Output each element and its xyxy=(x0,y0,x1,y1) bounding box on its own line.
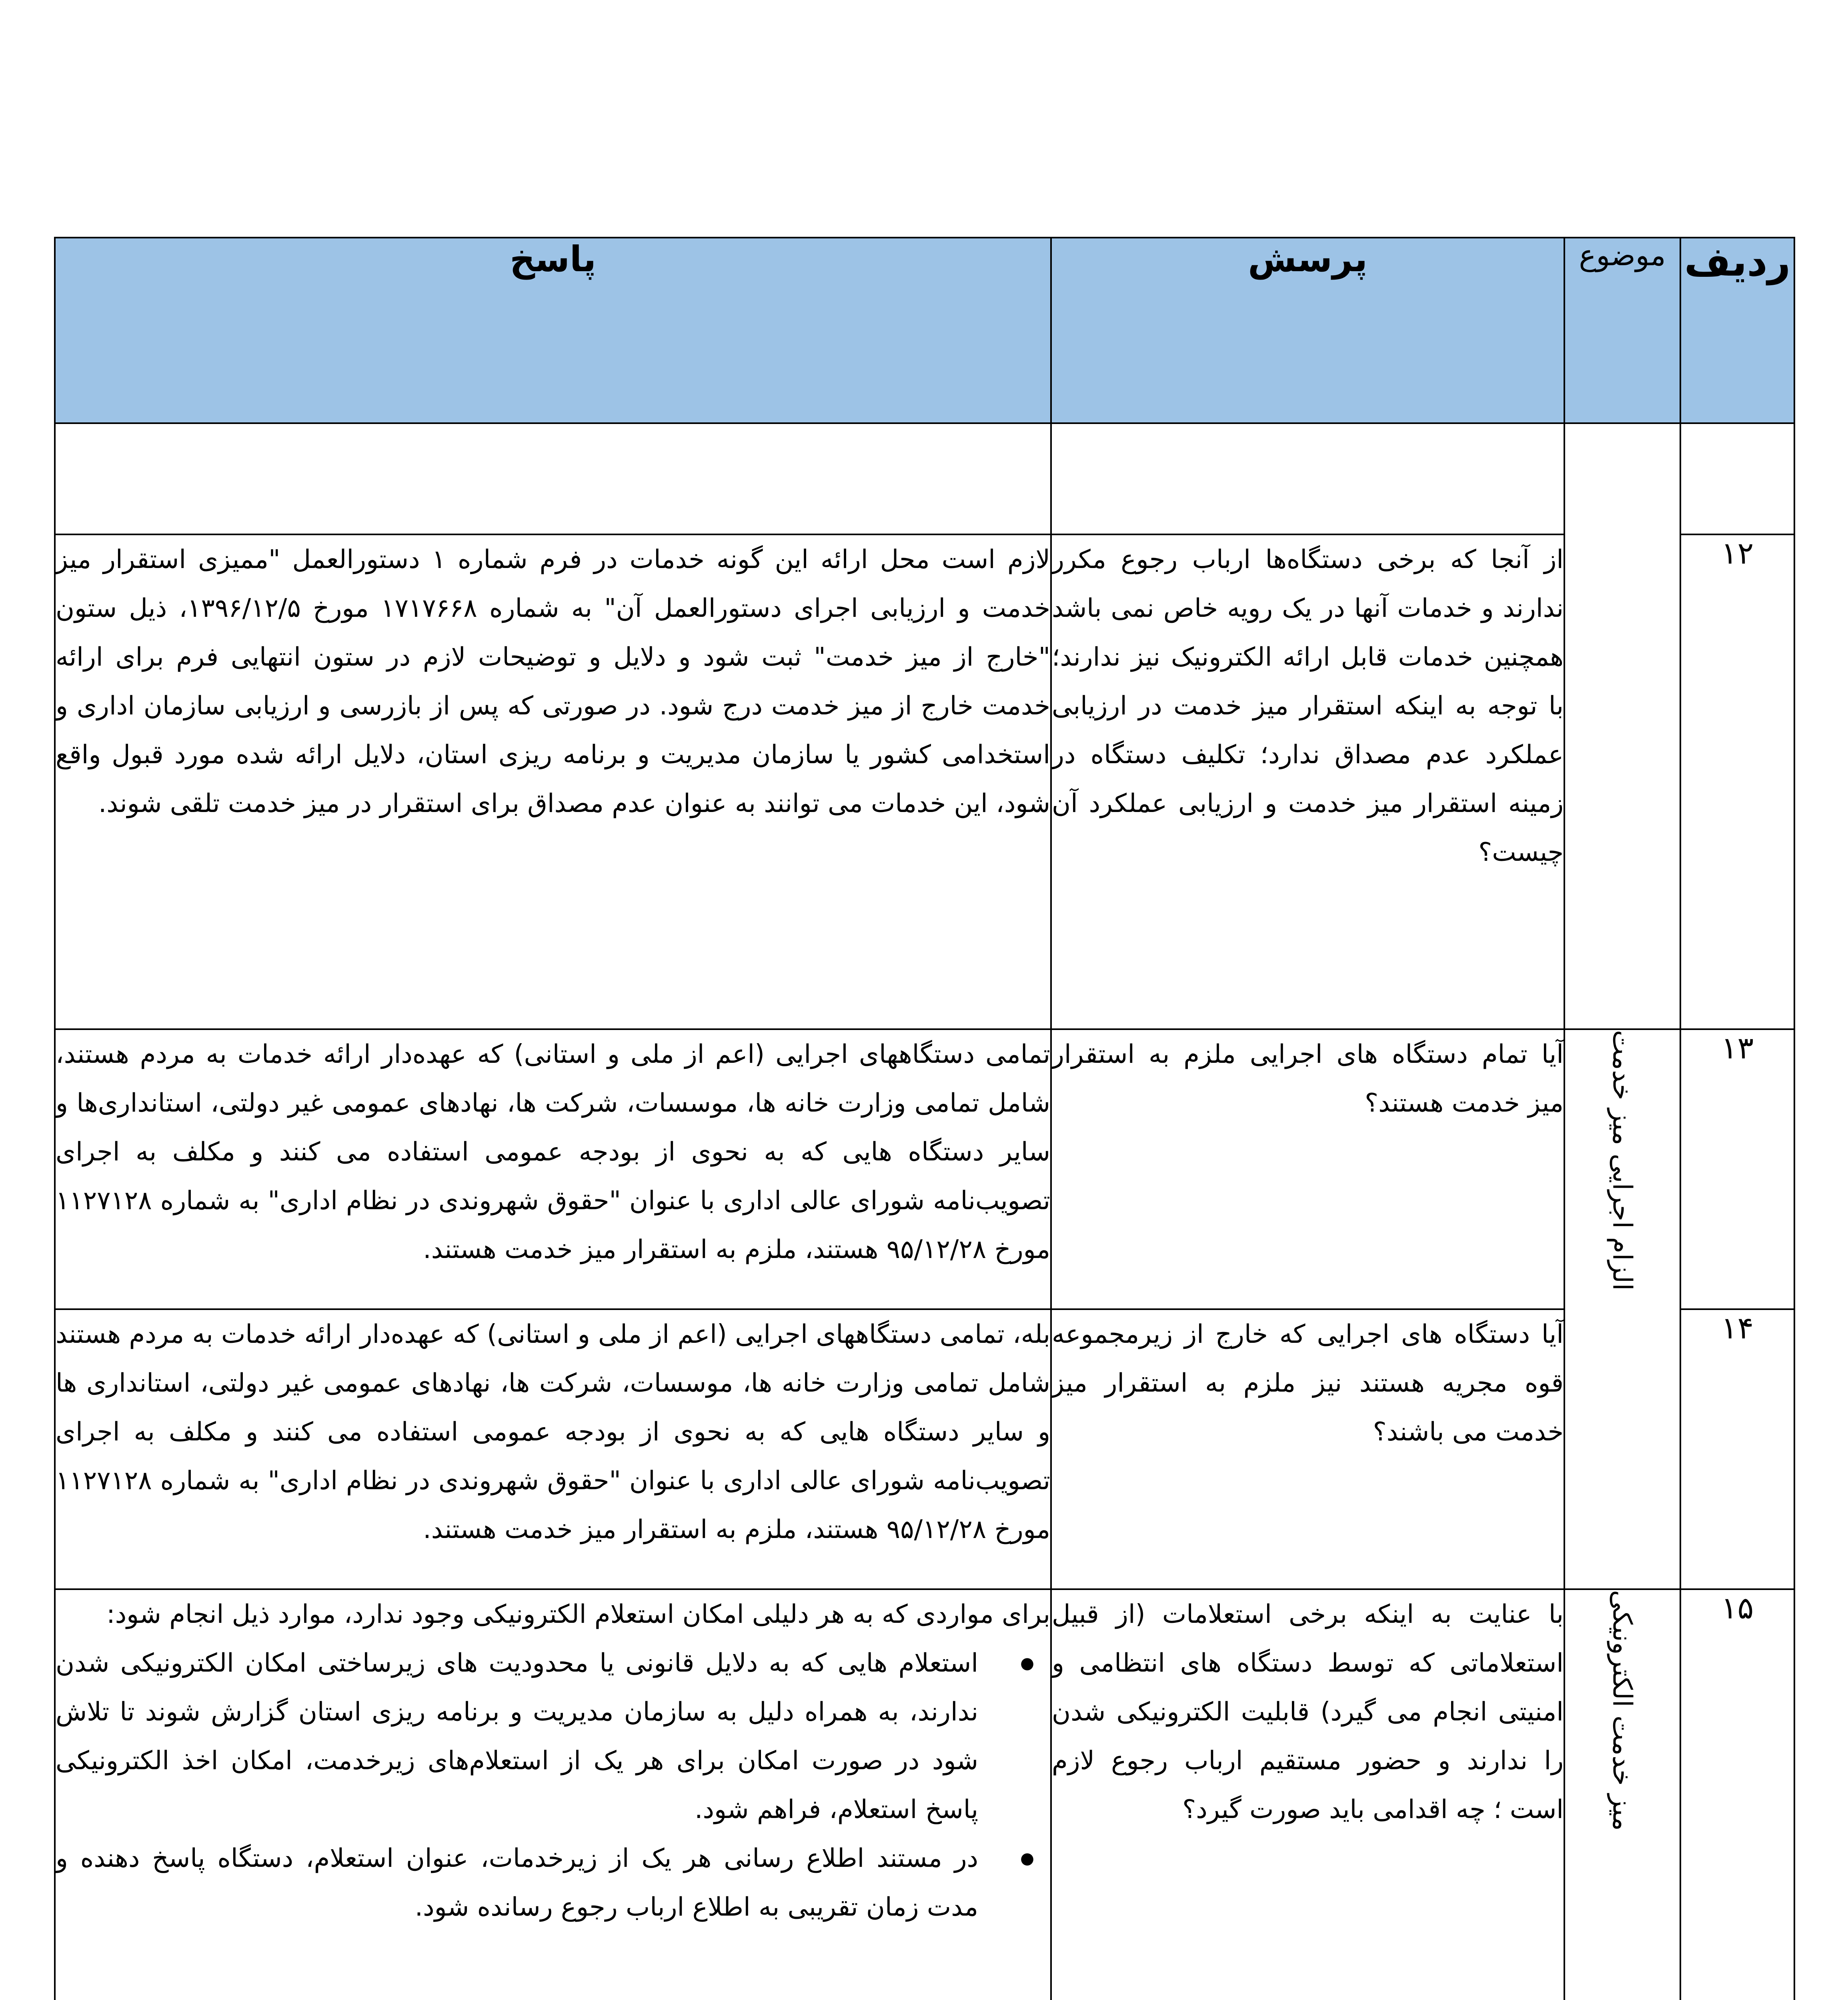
table-row xyxy=(55,1029,1794,1309)
topic-cell xyxy=(1564,1589,1680,2000)
header-mowzu: موضوع xyxy=(1564,238,1680,423)
header-pasokh: پاسخ xyxy=(55,238,1051,423)
topic-cell-empty xyxy=(1564,423,1680,1029)
faq-table xyxy=(54,237,1795,2000)
answer-bullets xyxy=(56,1639,1050,1932)
empty-cell xyxy=(55,423,1051,534)
answer-cell: لازم است محل ارائه این گونه خدمات در فرم شماره ۱ دستورالعمل "ممیزی استقرار میز خدمت و ارزیابی اجرای دستورالعمل آن" به شماره ۱۷۱۷۶۶۸ مورخ ۱۳۹۶/۱۲/۵، ذیل ستون "خارج از میز خدمت" ثبت شود و دلایل و توضیحات لازم در ستون انتهایی فرم برای ارائه خدمت خارج از میز خدمت درج شود. در صورتی که پس از بازرسی و ارزیابی سازمان اداری و استخدامی کشور یا سازمان مدیریت و برنامه ریزی استان، دلایل ارائه شده مورد قبول واقع شود، این خدمات می توانند به عنوان عدم مصداق برای استقرار در میز خدمت تلقی شوند. xyxy=(55,534,1051,1029)
answer-cell: تمامی دستگاههای اجرایی (اعم از ملی و استانی) که عهده‌دار ارائه خدمات به مردم هستند، شامل تمامی وزارت خانه ها، موسسات، شرکت ها، نهادهای عمومی غیر دولتی، استانداری‌ها و سایر دستگاه هایی که به نحوی از بودجه عمومی استفاده می کنند و مکلف به اجرای تصویب‌نامه شورای عالی اداری با عنوان "حقوق شهروندی در نظام اداری" به شماره ۱۱۲۷۱۲۸ مورخ ۹۵/۱۲/۲۸ هستند، ملزم به استقرار میز خدمت هستند. xyxy=(55,1029,1051,1309)
question-cell: آیا دستگاه های اجرایی که خارج از زیرمجموعه قوه مجریه هستند نیز ملزم به استقرار میز خدمت می باشند؟ xyxy=(1051,1309,1564,1589)
empty-cell xyxy=(1680,423,1794,534)
table-row xyxy=(55,1589,1794,2000)
row-number: ۱۳ xyxy=(1680,1029,1794,1309)
topic-label: الزام اجرایی میز خدمت xyxy=(1607,1030,1638,1291)
table-row xyxy=(55,534,1794,1029)
question-cell: آیا تمام دستگاه های اجرایی ملزم به استقرار میز خدمت هستند؟ xyxy=(1051,1029,1564,1309)
answer-intro: برای مواردی که به هر دلیلی امکان استعلام الکترونیکی وجود ندارد، موارد ذیل انجام شود: xyxy=(106,1600,1050,1629)
header-radif: ردیف xyxy=(1680,238,1794,423)
answer-cell xyxy=(55,1589,1051,2000)
header-porsesh: پرسش xyxy=(1051,238,1564,423)
table-row xyxy=(55,1309,1794,1589)
row-number: ۱۵ xyxy=(1680,1589,1794,2000)
table-header-row xyxy=(55,238,1794,423)
topic-cell xyxy=(1564,1029,1680,1589)
table-row-empty xyxy=(55,423,1794,534)
empty-cell xyxy=(1051,423,1564,534)
bullet-item: ● در مستند اطلاع رسانی هر یک از زیرخدمات، عنوان استعلام، دستگاه پاسخ دهنده و مدت زمان تقریبی به اطلاع ارباب رجوع رسانده شود. xyxy=(56,1834,1050,1932)
question-cell: از آنجا که برخی دستگاه‌ها ارباب رجوع مکرر ندارند و خدمات آنها در یک رویه خاص نمی باشد همچنین خدمات قابل ارائه الکترونیک نیز ندارند؛ با توجه به اینکه استقرار میز خدمت در ارزیابی عملکرد عدم مصداق ندارد؛ تکلیف دستگاه در زمینه استقرار میز خدمت و ارزیابی عملکرد آن چیست؟ xyxy=(1051,534,1564,1029)
row-number: ۱۴ xyxy=(1680,1309,1794,1589)
answer-cell: بله، تمامی دستگاههای اجرایی (اعم از ملی و استانی) که عهده‌دار ارائه خدمات به مردم هستند شامل تمامی وزارت خانه ها، موسسات، شرکت ها، نهادهای عمومی غیر دولتی، استانداری ها و سایر دستگاه هایی که به نحوی از بودجه عمومی استفاده می کنند و مکلف به اجرای تصویب‌نامه شورای عالی اداری با عنوان "حقوق شهروندی در نظام اداری" به شماره ۱۱۲۷۱۲۸ مورخ ۹۵/۱۲/۲۸ هستند، ملزم به استقرار میز خدمت هستند. xyxy=(55,1309,1051,1589)
bullet-item: ● استعلام هایی که به دلایل قانونی یا محدودیت های زیرساختی امکان الکترونیکی شدن ندارند، به همراه دلیل به سازمان مدیریت و برنامه ریزی استان گزارش شوند تا تلاش شود در صورت امکان برای هر یک از استعلام‌های زیرخدمت، امکان اخذ الکترونیکی پاسخ استعلام، فراهم شود. xyxy=(56,1639,1050,1834)
row-number: ۱۲ xyxy=(1680,534,1794,1029)
question-cell: با عنایت به اینکه برخی استعلامات (از قبیل استعلاماتی که توسط دستگاه های انتظامی و امنیتی انجام می گیرد) قابلیت الکترونیکی شدن را ندارند و حضور مستقیم ارباب رجوع لازم است ؛ چه اقدامی باید صورت گیرد؟ xyxy=(1051,1589,1564,2000)
topic-label: میز خدمت الکترونیکی xyxy=(1607,1590,1638,1831)
